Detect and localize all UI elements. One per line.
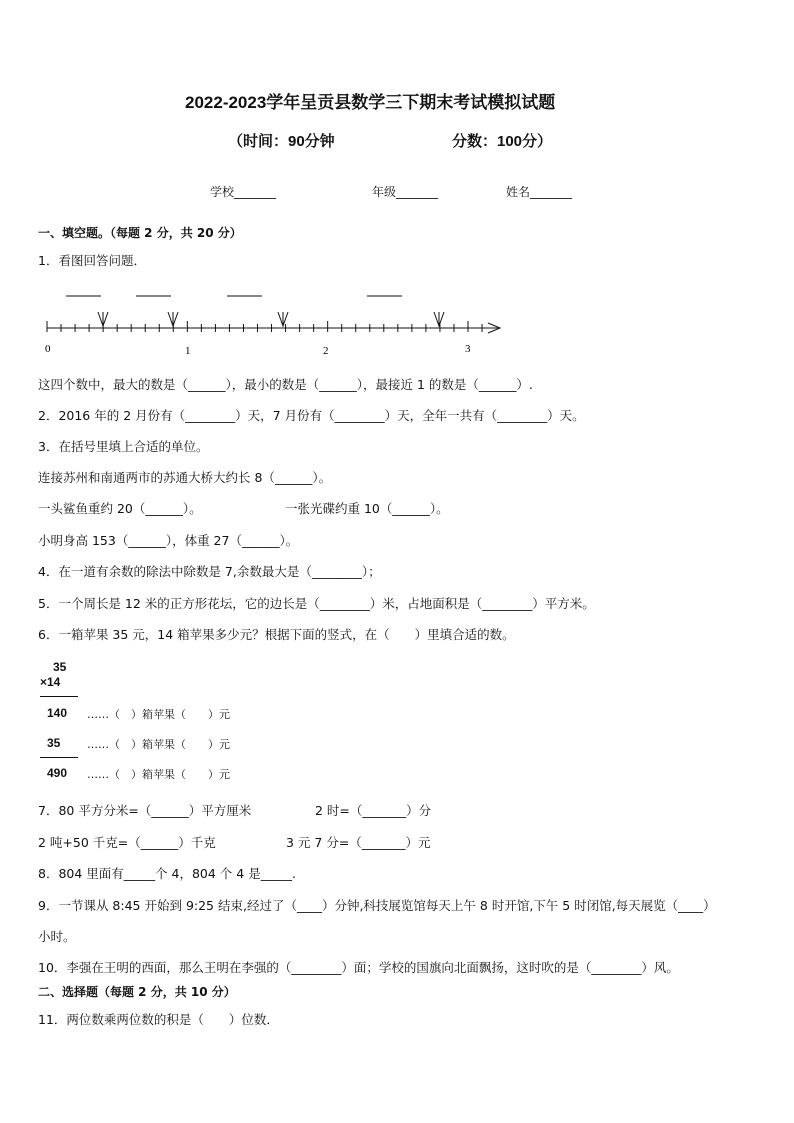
product-desc: ……（ ）箱苹果（ ）元 bbox=[87, 768, 230, 781]
question-7b: 2 时=（_______）分 bbox=[315, 803, 432, 818]
ticks bbox=[47, 321, 482, 332]
product: 490 bbox=[47, 766, 68, 780]
question-8: 8．804 里面有_____个 4，804 个 4 是_____. bbox=[38, 866, 296, 881]
question-3-line-2a: 一头鲨鱼重约 20（______）。 bbox=[38, 501, 202, 516]
question-3: 3．在括号里填上合适的单位。 bbox=[38, 439, 209, 454]
grade-field: 年级_______ bbox=[372, 185, 439, 199]
partial-product-2: 35 bbox=[47, 736, 61, 750]
axis-label: 2 bbox=[323, 345, 329, 357]
question-3-line-2b: 一张光碟约重 10（______）。 bbox=[285, 501, 449, 516]
partial-product-1: 140 bbox=[47, 706, 68, 720]
section-1-heading: 一、填空题。（每题 2 分，共 20 分） bbox=[38, 226, 242, 240]
partial-product-1-desc: ……（ ）箱苹果（ ）元 bbox=[87, 708, 230, 721]
section-2-heading: 二、选择题（每题 2 分，共 10 分） bbox=[38, 985, 236, 999]
school-field: 学校_______ bbox=[210, 185, 277, 199]
question-5: 5．一个周长是 12 米的正方形花坛，它的边长是（________）米，占地面积是（________）平方米。 bbox=[38, 596, 595, 611]
question-4: 4．在一道有余数的除法中除数是 7,余数最大是（________）； bbox=[38, 564, 381, 579]
question-3-line-1: 连接苏州和南通两市的苏通大桥大约长 8（______）。 bbox=[38, 470, 332, 485]
question-6: 6．一箱苹果 35 元，14 箱苹果多少元？根据下面的竖式，在（ ）里填合适的数。 bbox=[38, 627, 515, 642]
axis-label: 1 bbox=[185, 345, 191, 357]
question-2: 2．2016 年的 2 月份有（________）天，7 月份有（________）天，全年一共有（________）天。 bbox=[38, 408, 585, 423]
question-7c: 2 吨+50 千克=（______）千克 bbox=[38, 835, 216, 850]
exam-score: 分数：100分） bbox=[452, 133, 553, 150]
question-10: 10．李强在王明的西面，那么王明在李强的（________）面；学校的国旗向北面飘扬，这时吹的是（________）风。 bbox=[38, 960, 679, 975]
question-7d: 3 元 7 分=（_______）元 bbox=[286, 835, 431, 850]
marker-arrow bbox=[168, 312, 178, 326]
marker-arrow bbox=[98, 312, 108, 326]
question-9-line-1: 9．一节课从 8:45 开始到 9:25 结束,经过了（____）分钟,科技展览馆每天上午 8 时开馆,下午 5 时闭馆,每天展览（____） bbox=[38, 898, 716, 913]
calc-line bbox=[40, 696, 78, 697]
page-title: 2022-2023学年呈贡县数学三下期末考试模拟试题 bbox=[185, 93, 556, 112]
multiplicand: 35 bbox=[53, 660, 67, 674]
exam-time: （时间：90分钟 bbox=[228, 133, 335, 150]
multiplier: ×14 bbox=[40, 675, 61, 689]
calc-line bbox=[40, 757, 78, 758]
name-field: 姓名_______ bbox=[506, 185, 573, 199]
question-1: 1．看图回答问题． bbox=[38, 253, 146, 268]
marker-arrow bbox=[278, 312, 288, 326]
axis-label: 0 bbox=[45, 343, 51, 355]
partial-product-2-desc: ……（ ）箱苹果（ ）元 bbox=[87, 738, 230, 751]
question-3-line-3: 小明身高 153（______），体重 27（______）。 bbox=[38, 533, 299, 548]
question-1-answer: 这四个数中，最大的数是（______），最小的数是（______），最接近 1 的数是（______）. bbox=[38, 377, 533, 392]
question-9-line-2: 小时。 bbox=[38, 929, 76, 944]
number-line-figure bbox=[30, 282, 510, 362]
marker-arrow bbox=[434, 312, 444, 326]
axis-label: 3 bbox=[465, 343, 471, 355]
question-11: 11．两位数乘两位数的积是（ ）位数． bbox=[38, 1012, 279, 1027]
question-7a: 7．80 平方分米=（______）平方厘米 bbox=[38, 803, 252, 818]
